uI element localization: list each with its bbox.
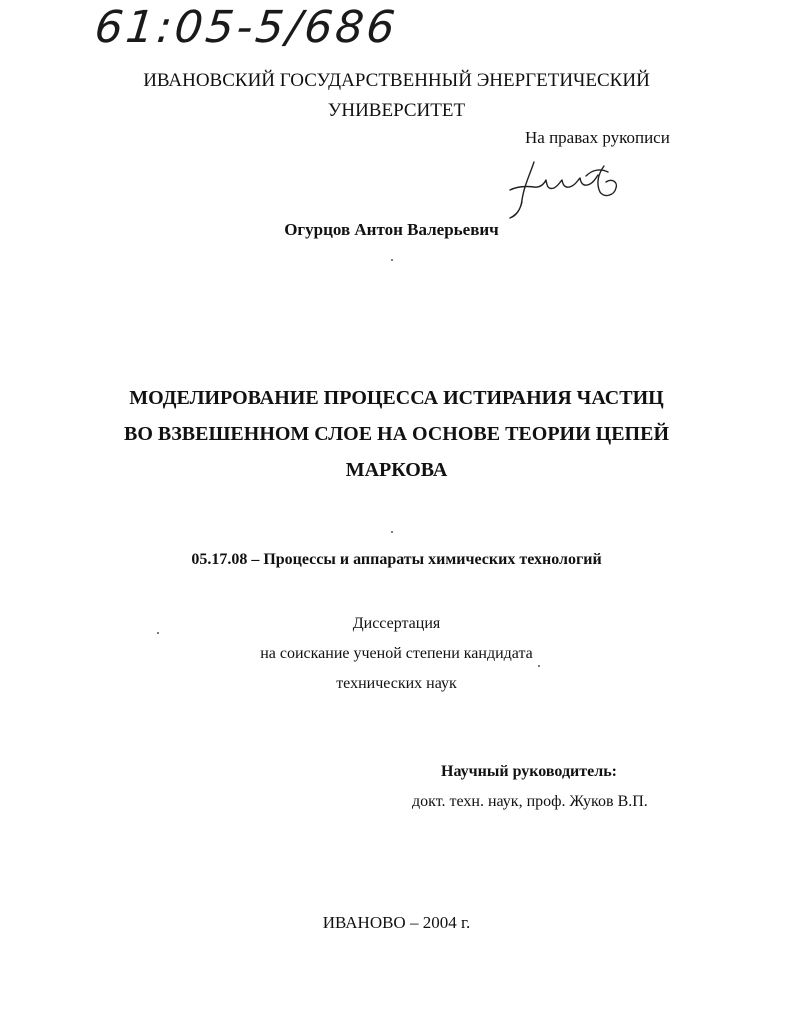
dissertation-title bbox=[0, 380, 793, 488]
signature-stroke-4 bbox=[586, 170, 608, 176]
university-line-1: ИВАНОВСКИЙ ГОСУДАРСТВЕННЫЙ ЭНЕРГЕТИЧЕСКИЙ bbox=[143, 70, 650, 91]
supervisor-label: Научный руководитель: bbox=[441, 763, 617, 780]
signature-stroke-1 bbox=[510, 162, 534, 218]
scan-speck bbox=[391, 259, 393, 261]
university-name bbox=[0, 66, 793, 126]
city-year: ИВАНОВО – 2004 г. bbox=[322, 913, 471, 932]
university-line-2: УНИВЕРСИТЕТ bbox=[327, 100, 466, 121]
signature-stroke-2 bbox=[510, 175, 598, 190]
dissertation-line-2: на соискание ученой степени кандидата bbox=[260, 645, 533, 662]
archive-number: 61:05-5/686 bbox=[92, 2, 401, 53]
supervisor-name: докт. техн. наук, проф. Жуков В.П. bbox=[412, 793, 648, 810]
title-line-1: МОДЕЛИРОВАНИЕ ПРОЦЕССА ИСТИРАНИЯ ЧАСТИЦ bbox=[129, 387, 664, 409]
scan-speck bbox=[157, 632, 159, 634]
dissertation-description bbox=[0, 609, 793, 699]
dissertation-line-3: технических наук bbox=[336, 675, 457, 692]
specialty-code: 05.17.08 – Процессы и аппараты химических технологий bbox=[191, 551, 602, 568]
manuscript-rights-note: На правах рукописи bbox=[525, 128, 670, 147]
title-line-2: ВО ВЗВЕШЕННОМ СЛОЕ НА ОСНОВЕ ТЕОРИИ ЦЕПЕЙ bbox=[123, 423, 670, 445]
signature-image bbox=[500, 156, 625, 226]
scan-speck bbox=[391, 531, 393, 533]
dissertation-line-1: Диссертация bbox=[352, 615, 441, 632]
author-name: Огурцов Антон Валерьевич bbox=[284, 220, 499, 239]
title-line-3: МАРКОВА bbox=[345, 459, 448, 481]
scan-speck bbox=[538, 665, 540, 667]
